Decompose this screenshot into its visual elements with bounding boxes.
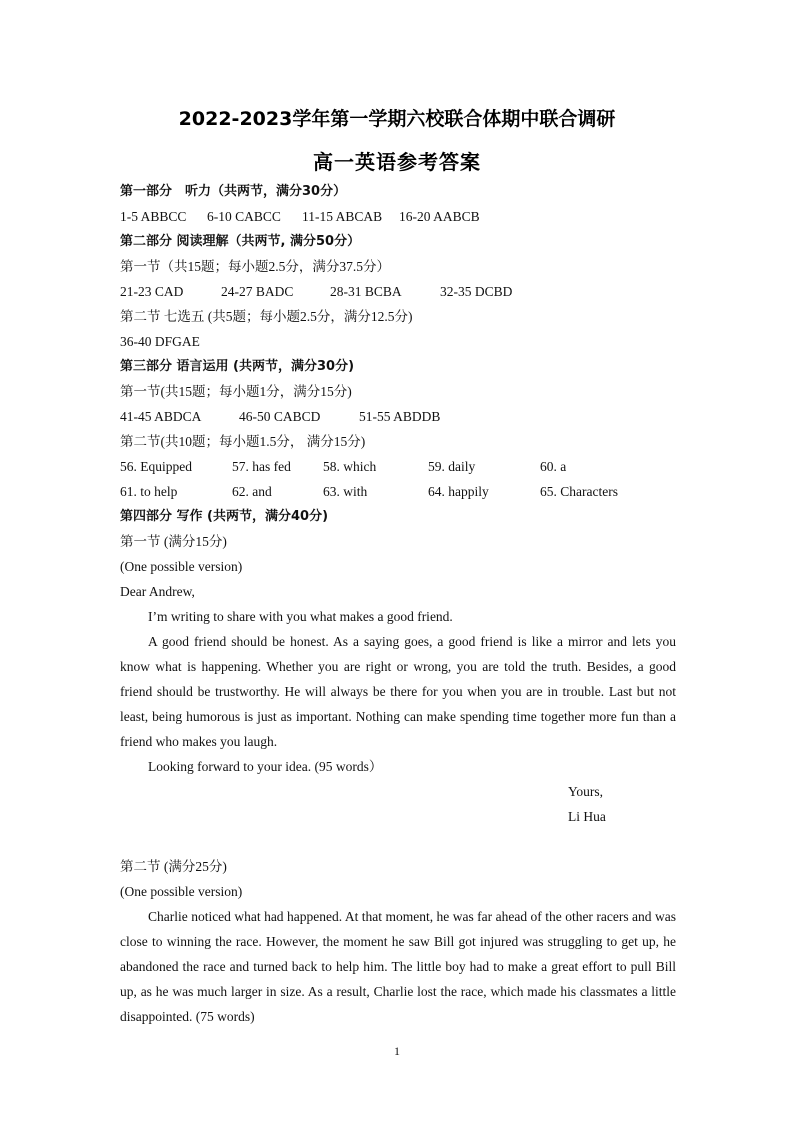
answer-group: 28-31 BCBA (330, 284, 402, 299)
cloze-answer: 59. daily (428, 459, 476, 474)
cloze-answer: 57. has fed (232, 459, 291, 474)
part3-section2-label: 第二节(共10题；每小题1.5分， 满分15分) (120, 434, 366, 449)
letter-paragraph: A good friend should be honest. As a saying goes, a good friend is like a mirror and lets you know what is happening. Whether you are right or wrong, you are told the truth. Besides, a good friend should be trustworthy. He will always be there for you when you are in trouble. Last but not least, being humorous is just as important. Nothing can make spending time together more fun than a friend who makes you laugh. (120, 634, 676, 749)
cloze-answer: 63. with (323, 484, 368, 499)
part2-heading: 第二部分 阅读理解（共两节, 满分50分） (120, 234, 361, 249)
document-title: 2022-2023学年第一学期六校联合体期中联合调研 (178, 108, 616, 130)
part4-heading: 第四部分 写作 (共两节，满分40分) (120, 509, 329, 524)
part3-section1-label: 第一节(共15题；每小题1分，满分15分) (120, 384, 352, 399)
answer-group: 24-27 BADC (221, 284, 294, 299)
answer-group: 1-5 ABBCC (120, 209, 187, 224)
part2-section2-label: 第二节 七选五 (共5题；每小题2.5分，满分12.5分) (120, 309, 413, 324)
letter-closing: Yours, (568, 784, 604, 799)
version-note: (One possible version) (120, 884, 243, 899)
letter-paragraph: Looking forward to your idea. (95 words） (148, 759, 383, 774)
cloze-answer: 58. which (323, 459, 377, 474)
answer-group: 51-55 ABDDB (359, 409, 441, 424)
part1-heading: 第一部分 听力（共两节，满分30分） (120, 184, 347, 199)
answer-group: 6-10 CABCC (207, 209, 281, 224)
cloze-answer: 61. to help (120, 484, 178, 499)
letter-paragraph: I’m writing to share with you what makes a good friend. (148, 609, 453, 624)
letter-signature: Li Hua (568, 809, 606, 824)
cloze-answer: 64. happily (428, 484, 489, 499)
answer-group: 36-40 DFGAE (120, 334, 200, 349)
cloze-answer: 60. a (540, 459, 567, 474)
page-number: 1 (394, 1044, 400, 1058)
cloze-answer: 56. Equipped (120, 459, 192, 474)
part4-section1-label: 第一节 (满分15分) (120, 534, 227, 549)
answer-group: 21-23 CAD (120, 284, 184, 299)
part4-section2-label: 第二节 (满分25分) (120, 859, 227, 874)
document-subtitle: 高一英语参考答案 (313, 150, 481, 174)
part3-heading: 第三部分 语言运用 (共两节，满分30分) (120, 359, 355, 374)
answer-group: 11-15 ABCAB (302, 209, 383, 224)
cloze-answer: 62. and (232, 484, 272, 499)
part2-section1-label: 第一节（共15题；每小题2.5分，满分37.5分） (120, 259, 390, 274)
cloze-answer: 65. Characters (540, 484, 618, 499)
answer-group: 46-50 CABCD (239, 409, 321, 424)
version-note: (One possible version) (120, 559, 243, 574)
story-paragraph: Charlie noticed what had happened. At that moment, he was far ahead of the other racers and was close to winning the race. However, the moment he saw Bill got injured was struggling to get up, he abandoned the race and turned back to help him. The little boy had to make a great effort to pull Bill up, as he was much larger in size. As a result, Charlie lost the race, which made his classmates a little disappointed. (75 words) (120, 909, 676, 1024)
letter-greeting: Dear Andrew, (120, 584, 195, 599)
answer-group: 41-45 ABDCA (120, 409, 202, 424)
answer-group: 32-35 DCBD (440, 284, 513, 299)
answer-group: 16-20 AABCB (399, 209, 480, 224)
